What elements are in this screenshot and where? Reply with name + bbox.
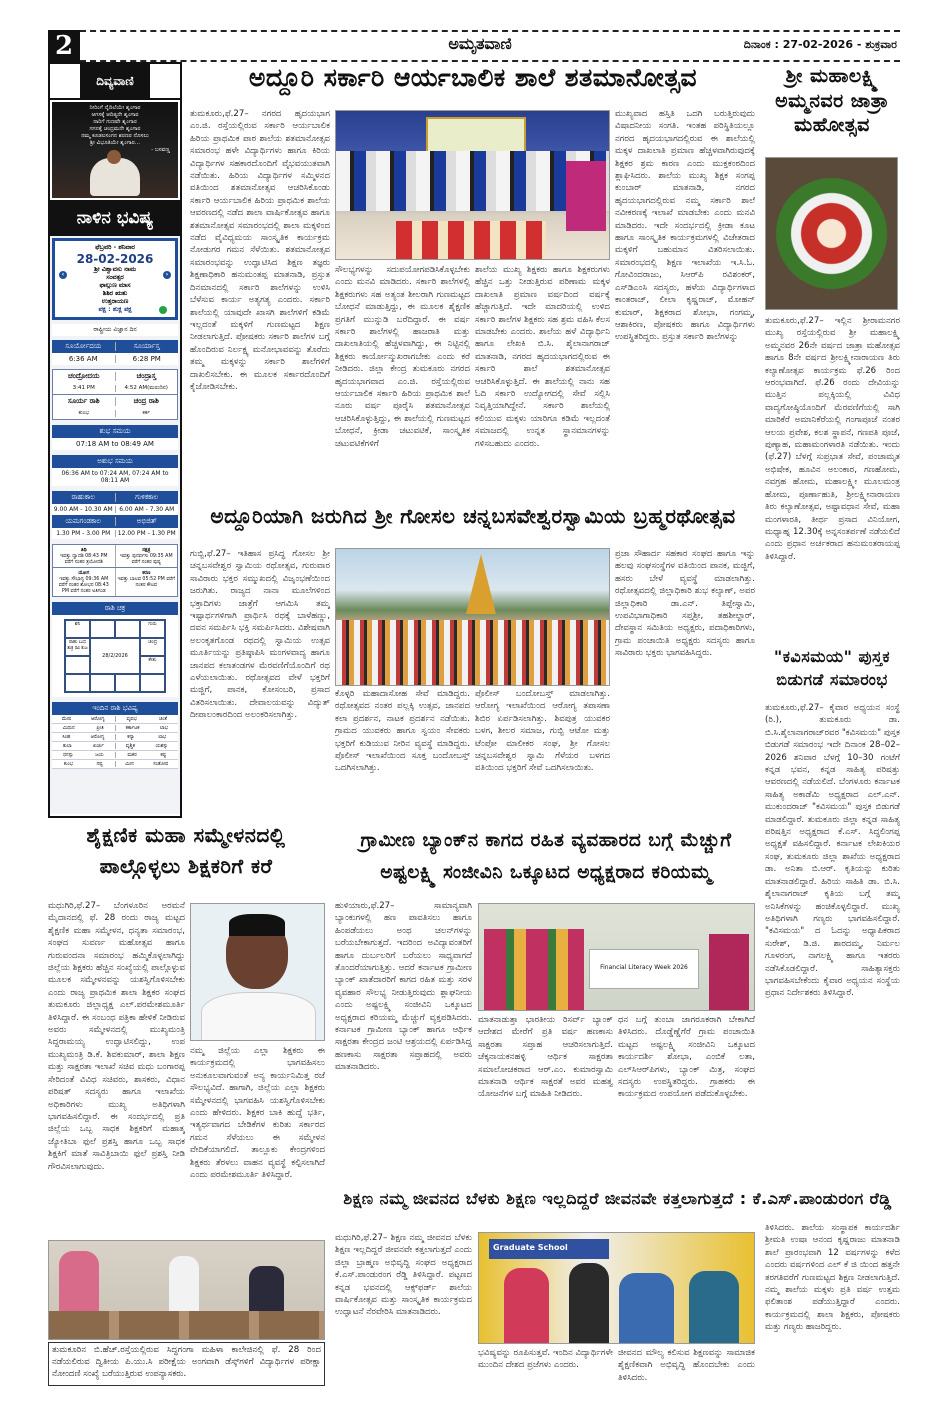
article-headline: "ಕವಿಸಮಯ" ಪುಸ್ತಕ ಬಿಡುಗಡೆ ಸಮಾರಂಭ	[773, 647, 891, 690]
school-anniversary-photo	[478, 1232, 755, 1344]
chakra-cell: ಗುರು	[140, 620, 165, 638]
rashi-cell	[52, 743, 115, 749]
prev-day-icon[interactable]: ‹	[59, 271, 67, 279]
exam-hall-photo	[48, 1240, 325, 1340]
article-headline: ಶಿಕ್ಷಣ ನಮ್ಮ ಜೀವನದ ಬೆಳಕು ಶಿಕ್ಷಣ ಇಲ್ಲದಿದ್ದರೆ ಜೀವನವೇ ಕತ್ತಲಾಗುತ್ತದೆ : ಕೆ.ಎಸ್.ಪಾಂಡುರಂಗ ರೆಡ್ಡಿ	[343, 1189, 892, 1208]
rashi-prediction: ಆರೋಗ್ಯ	[91, 717, 105, 722]
article-text: ಹುಳಿಯಾರು,ಫೆ.27– ಸಾಮಾನ್ಯವಾಗಿ ಬ್ಯಾಂಕುಗಳಲ್ಲಿ ಹಣ ಪಾವತಿಸಲು ಹಾಗೂ ಹಿಂಪಡೆಯಲು ಅಂಥ ಚಲನ್‌ಗಳನ್ನು ಬರೆಯಬೇಕಾಗುತ್ತದೆ. ಇದರಿಂದ ಅವಿದ್ಯಾವಂತರಿಗೆ ಹಾಗೂ ದುರ್ಬಲರಿಗೆ ಬರೆಯಲು ಸಾಧ್ಯವಾಗದೆ ತೊಂದರೆಯಾಗುತ್ತಿತ್ತು. ಆದರೆ ಕರ್ನಾಟಕ ಗ್ರಾಮೀಣ ಬ್ಯಾಂಕ್ ಖಾತೆದಾರರಿಗೆ ಕಾಗದ ರಹಿತ ಮತ್ತು ಸರಳ ವ್ಯವಹಾರ ಸೌಲಭ್ಯ ನೀಡುತ್ತಿರುವುದು ಶ್ಲಾಘನೀಯ ಎಂದು ಅಷ್ಟಲಕ್ಷ್ಮಿ ಸಂಜೀವಿನಿ ಒಕ್ಕೂಟದ ಅಧ್ಯಕ್ಷರಾದ ಕರಿಯಮ್ಮ ಮೆಚ್ಚುಗೆ ವ್ಯಕ್ತಪಡಿಸಿದರು. ಕರ್ನಾಟಕ ಗ್ರಾಮೀಣ ಬ್ಯಾಂಕ್ ಹಾಗೂ ಆರ್ಥಿಕ ಸಾಕ್ಷರತಾ ಕೇಂದ್ರದ ಜಂಟಿ ಆಶ್ರಯದಲ್ಲಿ ಏರ್ಪಡಿಸಿದ್ದ ಹಣಕಾಸು ಸಾಕ್ಷರತಾ ಸಪ್ತಾಹದಲ್ಲಿ ಅವರು ಮಾತನಾಡಿದರು.	[335, 901, 472, 1073]
shirt-image	[201, 992, 316, 1041]
moon-rashi-label: ಚಂದ್ರ ರಾಶಿ	[115, 397, 178, 406]
chariot-festival-photo	[335, 548, 610, 686]
abhijit-label: ಅಭಿಜಿತ್	[115, 517, 179, 526]
quote-line: ನಮ್ಮ ಕೂಡಲಸಂಗನ ಶರಣರ ನೊಸಲು	[81, 133, 149, 139]
desks-image	[49, 1311, 325, 1340]
school-banner: Graduate School	[489, 1239, 609, 1259]
calendar-widget	[50, 236, 180, 814]
moonrise-value: 3:41 PM	[72, 385, 95, 391]
headline-line: ಪಾಲ್ಗೊಳ್ಳಲು ಶಿಕ್ಷಕರಿಗೆ ಕರೆ	[99, 854, 273, 878]
bank-event-photo	[478, 903, 755, 1011]
paper-name: ಅಮೃತವಾಣಿ	[448, 34, 512, 53]
ashubha-value: 06:36 AM to 07:24 AM, 07:24 AM to 08:11 AM	[52, 468, 178, 486]
rashi-forecast-title: ಇಂದಿನ ರಾಶಿ ಭವಿಷ್ಯ	[52, 702, 178, 715]
saint-head-image	[107, 150, 121, 164]
quote-line: ಶ್ರೀ ವಿಭೂತಿಯೇ ಶೃಂಗಾರ...	[89, 140, 141, 146]
rashi-chakra-title: ರಾಶಿ ಚಕ್ರ	[52, 602, 178, 615]
article-headline: ಅದ್ದೂರಿಯಾಗಿ ಜರುಗಿದ ಶ್ರೀ ಗೋಸಲ ಚನ್ನಬಸವೇಶ್ವರಸ್ವಾಮಿಯ ಬ್ರಹ್ಮರಥೋತ್ಸವ	[210, 504, 736, 528]
rashi-row	[52, 760, 178, 769]
moon-table	[52, 369, 178, 420]
nakshatra-label: ನಕ್ಷತ್ರ	[142, 548, 151, 553]
hair-image	[229, 914, 285, 936]
rashi-prediction: ಕಷ್ಟ	[160, 753, 167, 758]
bottom-rule	[80, 60, 900, 62]
audience-image	[484, 929, 584, 1011]
rashi-prediction: ಆರೋಗ್ಯ	[90, 735, 105, 740]
event-banner: Financial Literacy Week 2026	[589, 949, 699, 989]
rashi-sign: ಮೇಷ	[61, 717, 72, 722]
rashi-cell	[115, 743, 179, 749]
yamaganda-value: 1.30 PM - 3.00 PM	[56, 530, 111, 537]
tithi-label: ತಿಥಿ	[80, 548, 87, 553]
chariot-image	[466, 554, 496, 614]
rashi-cell	[52, 734, 115, 740]
rashi-cell	[115, 761, 179, 767]
headline-line: ಅಷ್ಟಲಕ್ಷ್ಮಿ ಸಂಜೀವಿನಿ ಒಕ್ಕೂಟದ ಅಧ್ಯಕ್ಷರಾದ ಕರಿಯಮ್ಮ	[380, 862, 712, 884]
calendar-paksha: ಪಕ್ಷ : ಶುಕ್ಲ ಪಕ್ಷ	[98, 306, 132, 313]
rashi-prediction: ಪ್ರೀತಿ	[96, 726, 104, 731]
rashi-sign: ಕರ್ಕಾಟಕ	[125, 726, 140, 731]
ashubha-label: ಅಶುಭ ಸಮಯ	[52, 455, 178, 468]
rashi-sign: ವೃಷಭ	[126, 717, 137, 722]
rashi-cell	[115, 725, 179, 731]
rashi-cell	[52, 716, 115, 722]
calendar-day: ಫೆಬ್ರವರಿ - ಶನಿವಾರ	[95, 244, 135, 251]
rashi-row	[52, 733, 178, 742]
rashi-sign: ಮಕರ	[127, 753, 137, 758]
portrait-photo	[190, 903, 325, 1041]
rashi-prediction: ಯಶಸ್ಸು	[155, 744, 168, 749]
calendar-line: ಸಂವತ್ಸರ	[106, 274, 124, 281]
article-text: ತಿಳಿಸಿದರು. ಶಾಲೆಯ ಸಂಸ್ಥಾಪಕ ಕಾರ್ಯದರ್ಶಿ ಶ್ರೀಮತಿ ಉಷಾ ಆನಂದ ಕೃಷ್ಣರಾಜು ಮಾತನಾಡಿ ಶಾಲೆ ಪ್ರಾರಂಭವಾಗಿ 12 ವರ್ಷಗಳನ್ನು ಕಳೆದ ಎಂದರು ವರ್ಷಗಳಿಂದ ಎಲ್ ಕೆ ಜಿ ಯಿಂದ ಹತ್ತನೇ ತರಗತಿವರೆಗೆ ಗುಣಮಟ್ಟದ ಶಿಕ್ಷಣ ನೀಡಲಾಗುತ್ತಿದೆ. ನಮ್ಮ ಶಾಲೆಯ ಮಕ್ಕಳು ಪ್ರತಿ ವರ್ಷ ಉತ್ತಮ ಫಲಿತಾಂಶ ಪಡೆಯುತ್ತಿದ್ದಾರೆ ಎಂದರು. ಕಾರ್ಯಕ್ರಮದಲ್ಲಿ ಶಾಲಾ ಶಿಕ್ಷಕರು, ಪೋಷಕರು ಮತ್ತು ಗಣ್ಯರು ಹಾಜರಿದ್ದರು.	[765, 1223, 900, 1333]
chakra-cell: ರಾಹು ಬುಧ ಶುಕ್ರ ರವಿ ಕುಜ	[65, 638, 90, 656]
moonrise-label: ಚಂದ್ರೋದಯ	[68, 372, 100, 380]
article-text: ಶಾಲೆಯ ಮುಖ್ಯ ಶಿಕ್ಷಕರು ಹಾಗೂ ಶಿಕ್ಷಕರುಗಳು ಹೆಚ್ಚಿನ ಒತ್ತು ನೀಡುತ್ತಿರುವ ಪರಿಣಾಮ ಮಕ್ಕಳ ದಾಖಲಾತಿ ಪ್ರಮಾಣ ವರ್ಷದಿಂದ ವರ್ಷಕ್ಕೆ ಹೆಚ್ಚಾಗುತ್ತಿದೆ. ಇದೇ ಮಾದರಿಯಲ್ಲಿ ಉಳಿದ ಸರ್ಕಾರಿ ಶಾಲೆಗಳ ಶಿಕ್ಷಕರು ಸಹ ಶ್ರಮ ವಹಿಸಿ ಕೆಲಸ ಮಾಡಬೇಕು ಎಂದರು. ಶಾಲೆಯ ಹಳೆ ವಿದ್ಯಾರ್ಥಿನಿ ಹಾಗೂ ಲೇಖಕಿ ಬಿ.ಸಿ. ಶೈಲಾನಾಗರಾಜ್ ಮಾತನಾಡಿ, ನಗರದ ಹೃದಯಭಾಗದಲ್ಲಿರುವ ಈ ಸರ್ಕಾರಿ ಶಾಲೆ ಶತಮಾನೋತ್ಸವ ಆಚರಿಸಿಕೊಳ್ಳುತ್ತಿದೆ. ಈ ಶಾಲೆಯಲ್ಲಿ ನಾನು ಸಹ ಓದಿ ಸರ್ಕಾರಿ ಉದ್ಯೋಗದಲ್ಲಿ ಸೇವೆ ಸಲ್ಲಿಸಿ ನಿವೃತ್ತಿಯಾಗಿದ್ದೇನೆ. ಸರ್ಕಾರಿ ಶಾಲೆಯಲ್ಲಿ ಕಲಿಯುವ ಮಕ್ಕಳು ಯಾರಿಗೂ ಕಡಿಮೆ ಇಲ್ಲದಂತೆ ಸಮಾಜದಲ್ಲಿ ಉನ್ನತ ಸ್ಥಾನಮಾನಗಳನ್ನು ಗಳಿಸಬಹುದು ಎಂದರು.	[475, 265, 610, 449]
page-number: 2	[48, 30, 80, 62]
article-headline	[40, 820, 332, 882]
chakra-cell: ಶನಿ	[65, 620, 90, 638]
rashi-sign: ಸಿಂಹ	[62, 735, 71, 740]
yamaganda-label: ಯಮಗಂಡಕಾಲ	[65, 517, 102, 525]
sunset-value: 6:28 PM	[115, 355, 179, 363]
article-text: ನಮ್ಮ ಜಿಲ್ಲೆಯ ಎಲ್ಲಾ ಶಿಕ್ಷಕರು ಈ ಕಾರ್ಯಕ್ರಮದಲ್ಲಿ ಭಾಗವಹಿಸಲು ಅನುಕೂಲವಾಗುವಂತೆ ಅನ್ಯ ಕಾರ್ಯನಿಮಿತ್ತ ರಜೆ ಸೌಲಭ್ಯವಿದೆ. ಹಾಗಾಗಿ, ಜಿಲ್ಲೆಯ ಎಲ್ಲಾ ಶಿಕ್ಷಕರು ಸಮ್ಮೇಳನದಲ್ಲಿ ಭಾಗವಹಿಸಿ ಯಶಸ್ವಿಗೊಳಿಸಬೇಕು ಎಂದು ಹೇಳಿದರು. ಶಿಕ್ಷಕರ ಬಾಕಿ ಹುದ್ದೆ ಭರ್ತಿ, ಇತ್ಯರ್ಥವಾಗದ ಬೇಡಿಕೆಗಳ ಕುರಿತು ಸರ್ಕಾರದ ಗಮನ ಸೆಳೆಯಲು ಈ ಸಮ್ಮೇಳನ ವೇದಿಕೆಯಾಗಲಿದೆ. ತಾಲ್ಲೂಕು ಕೇಂದ್ರಗಳಿಂದ ಶಿಕ್ಷಕರು ತೆರಳಲು ವಾಹನ ವ್ಯವಸ್ಥೆ ಕಲ್ಪಿಸಲಾಗಿದೆ ಎಂದು ಪರಮೇಶಮೂರ್ತಿ ತಿಳಿಸಿದ್ದಾರೆ.	[190, 1046, 325, 1181]
chakra-center-date: 28/2/2026	[90, 638, 140, 674]
article-text: ತುಮಕೂರು,ಫೆ.27– ಇಲ್ಲಿನ ಶ್ರೀರಾಮನಗರ ಮುಖ್ಯ ರಸ್ತೆಯಲ್ಲಿರುವ ಶ್ರೀ ಮಹಾಲಕ್ಷ್ಮಿ ಅಮ್ಮನವರ 26ನೇ ವರ್ಷದ ಜಾತ್ರಾ ಮಹೋತ್ಸವ ಹಾಗೂ 8ನೇ ವರ್ಷದ ಶ್ರೀಲಕ್ಷ್ಮೀನಾರಾಯಣ ತಿರು ಕಲ್ಯಾಣೋತ್ಸವ ಕಾರ್ಯಕ್ರಮ ಫೆ.26 ರಿಂದ ಆರಂಭವಾಗಿದೆ. ಫೆ.26 ರಂದು ದೇವಿಯನ್ನು ಮುತ್ತಿನ ಪಲ್ಲಕ್ಕಿಯಲ್ಲಿ ವಿವಿಧ ವಾದ್ಯಗೋಷ್ಠಿಯೊಂದಿಗೆ ಮೆರವಣಿಗೆಯಲ್ಲಿ ಸಾಗಿ ಮಾರಿಕೆರೆ ಅಮಾನಿಕೆರೆಯಲ್ಲಿ ಗಂಗಾಪೂಜೆ ನಂತರ ಆಲಯ ಪ್ರವೇಶ, ಕಲಶ ಸ್ಥಾಪನೆ, ಗಣಪತಿ ಪೂಜೆ, ಪುಣ್ಯಾಹ, ಮಹಾಮಂಗಳಾರತಿ ನಡೆಯಿತು. ಇಂದು (ಫೆ.27) ಬೆಳಗ್ಗೆ ಸುಪ್ರಭಾತ ಸೇವೆ, ಪಂಚಾಮೃತ ಅಭಿಷೇಕ, ಹೂವಿನ ಅಲಂಕಾರ, ಗಣಹೋಮ, ನವಗ್ರಹ ಹೋಮ, ಮಹಾಲಕ್ಷ್ಮೀ ಮೂಲಮಂತ್ರ ಹೋಮ, ಪೂರ್ಣಾಹುತಿ, ಶ್ರೀಲಕ್ಷ್ಮೀನಾರಾಯಣ ತಿರು ಕಲ್ಯಾಣೋತ್ಸವ, ಅಷ್ಟಾವಧಾನ ಸೇವೆ, ಮಹಾ ಮಂಗಳಾರತಿ, ತೀರ್ಥ ಪ್ರಸಾದ ವಿನಿಯೋಗ, ಮಧ್ಯಾಹ್ನ 12.30ಕ್ಕೆ ಅನ್ನಸಂತರ್ಪಣೆ ನಡೆಯಲಿದೆ ಎಂದು ಪ್ರಧಾನ ಅರ್ಚಕರಾದ ಹನುಮಂತರಾಯಪ್ಪ ತಿಳಿಸಿದ್ದಾರೆ.	[765, 316, 900, 562]
karana-value: ಇವತ್ತು ಬಾಲವ 05:52 PM ವರೆಗೆ ನಂತರ ಕೌಲವ	[117, 577, 175, 588]
article-text: ಜೀವನದ ಮೌಲ್ಯ ಕಲಿಸುವ ಶಿಕ್ಷಣವನ್ನು ಸಾಮಾಜಿಕ ಶೈಕ್ಷಣಿಕವಾಗಿ ಅಭಿವೃದ್ಧಿ ಹೊಂದಬೇಕು ಎಂದು ತಿಳಿಸಿದರು.	[618, 1348, 755, 1383]
rashi-sign: ಧನಸ್ಸು	[62, 753, 74, 758]
next-day-icon[interactable]: ›	[163, 271, 171, 279]
rashi-prediction: ಲಾಭ	[158, 735, 167, 740]
rashi-cell	[115, 752, 179, 758]
rahu-label: ರಾಹುಕಾಲ	[71, 493, 95, 501]
rashi-row	[52, 715, 178, 724]
photo-caption: ತುಮಕೂರಿನ ಬಿ.ಹೆಚ್.ರಸ್ತೆಯಲ್ಲಿರುವ ಸಿದ್ಧಗಂಗಾ ಮಹಿಳಾ ಕಾಲೇಜಿನಲ್ಲಿ ಫೆ. 28 ರಿಂದ ನಡೆಯಲಿರುವ ದ್ವಿತೀಯ ಪಿ.ಯು.ಸಿ ಪರೀಕ್ಷೆಯ ಅಂಗವಾಗಿ ಡೆಸ್ಕ್‌ಗಳಿಗೆ ವಿದ್ಯಾರ್ಥಿಗಳ ಪರೀಕ್ಷಾ ನೋಂದಣಿ ಸಂಖ್ಯೆ ಬರೆಯುತ್ತಿರುವ ಉಪನ್ಯಾಸಕರು.	[48, 1342, 325, 1386]
chakra-cell: ಚಂದ್ರ	[140, 638, 165, 656]
article-text: ತುಮಕೂರು,ಫೆ.27– ನಗರದ ಹೃದಯಭಾಗ ಎಂ.ಜಿ. ರಸ್ತೆಯಲ್ಲಿರುವ ಸರ್ಕಾರಿ ಆರ್ಯಬಾಲಿಕ ಹಿರಿಯ ಪ್ರಾಥಮಿಕ ಪಾಠ ಶಾಲೆಯ ಶತಮಾನೋತ್ಸವ ಸಮಾರಂಭ ಹಳೇ ವಿದ್ಯಾರ್ಥಿಗಳು ಹಾಗೂ ಕಿರಿಯ ವಿದ್ಯಾರ್ಥಿಗಳ ಸಹಕಾರದೊಂದಿಗೆ ವೈಭವಯುತವಾಗಿ ನಡೆಯಿತು. ಹಿರಿಯ ವಿದ್ಯಾರ್ಥಿಗಳ ಸಮ್ಮಿಳನದ ವತಿಯಿಂದ ಶತಮಾನೋತ್ಸವ ಆಚರಿಸಿಕೊಂಡು ಸರ್ಕಾರಿ ಆರ್ಯಬಾಲಿಕ ಹಿರಿಯ ಪ್ರಾಥಮಿಕ ಶಾಲೆಯ ಆವರಣದಲ್ಲಿ ನಡೆದ ಶಾಲಾ ವಾರ್ಷಿಕೋತ್ಸವ ಹಾಗೂ ಶತಮಾನೋತ್ಸವ ಸಮಾರಂಭದಲ್ಲಿ ಶಾಲಾ ಮಕ್ಕಳಿಂದ ನಡೆದ ವೈವಿಧ್ಯಮಯ ಸಾಂಸ್ಕೃತಿಕ ಕಾರ್ಯಕ್ರಮ ನೋಡುಗರ ಗಮನ ಸೆಳೆಯಿತು. ಶತಮಾನೋತ್ಸವ ಸಮಾರಂಭವನ್ನು ಉದ್ಘಾಟಿಸಿದ ಶಿಕ್ಷಣ ತಜ್ಞರು ಶಿಕ್ಷಣಾಧಿಕಾರಿ ಹನುಮಂತಪ್ಪ ಮಾತನಾಡಿ, ಪ್ರಸ್ತುತ ದಿನಮಾನದಲ್ಲಿ ಸರ್ಕಾರಿ ಶಾಲೆಗಳನ್ನು ಉಳಿಸಿ ಬೆಳೆಸುವ ಕಾರ್ಯ ಅತ್ಯಗತ್ಯ ಎಂದರು. ಸರ್ಕಾರಿ ಶಾಲೆಯಲ್ಲಿ ಯಾವುದೇ ಖಾಸಗಿ ಶಾಲೆಗಳಿಗೆ ಕಡಿಮೆ ಇಲ್ಲದಂತೆ ಮಕ್ಕಳಿಗೆ ಗುಣಮಟ್ಟದ ಶಿಕ್ಷಣ ನೀಡಲಾಗುತ್ತಿದೆ. ಪೋಷಕರು ಸರ್ಕಾರಿ ಶಾಲೆಗಳ ಬಗ್ಗೆ ಹೊಂದಿರುವ ನಿರ್ಲಕ್ಷ್ಯ ಮನೋಭಾವವನ್ನು ತೊರೆದು ತಮ್ಮ ಮಕ್ಕಳನ್ನು ಸರ್ಕಾರಿ ಶಾಲೆಗಳಿಗೆ ದಾಖಲಿಸಬೇಕು. ಈ ಮೂಲಕ ಸರ್ಕಾರದೊಂದಿಗೆ ಕೈಜೋಡಿಸಬೇಕು.	[190, 109, 330, 392]
headline-line: ಗ್ರಾಮೀಣ ಬ್ಯಾಂಕ್‌ನ ಕಾಗದ ರಹಿತ ವ್ಯವಹಾರದ ಬಗ್ಗೆ ಮೆಚ್ಚುಗೆ	[360, 830, 732, 851]
article-headline	[335, 825, 757, 890]
rashi-prediction: ನಷ್ಟ	[96, 762, 103, 767]
rashi-cell	[115, 716, 179, 722]
abhijit-value: 12.00 PM - 1.30 PM	[115, 530, 179, 537]
headline-line: ಶೈಕ್ಷಣಿಕ ಮಹಾ ಸಮ್ಮೇಳನದಲ್ಲಿ	[86, 823, 286, 847]
rashi-forecast-list	[52, 715, 178, 769]
rashi-sign: ವೃಶ್ಚಿಕ	[125, 744, 135, 749]
moonset-label: ಚಂದ್ರಾಸ್ತ	[115, 372, 178, 381]
rashi-prediction: ಜಯ	[95, 753, 104, 758]
article-text: ಮುಖ್ಯವಾದ ಹಸ್ತಿತಿ ಒದಗಿ ಬರುತ್ತಿರುವುದು ವಿಷಾದನೀಯ ಸಂಗತಿ. ಇಂತಹ ಪರಿಸ್ಥಿತಿಯಲ್ಲೂ ನಗರದ ಹೃದಯಭಾಗದಲ್ಲಿರುವ ಈ ಶಾಲೆಯಲ್ಲಿ ಮಕ್ಕಳ ದಾಖಲಾತಿ ಪ್ರಮಾಣ ಹೆಚ್ಚಳವಾಗಿರುವುದಕ್ಕೆ ಶಿಕ್ಷಕರ ಶ್ರಮ ಕಾರಣ ಎಂದು ಮುಕ್ತಕಂಠದಿಂದ ಶ್ಲಾಘಿಸಿದರು. ಶಾಲೆಯ ಮುಖ್ಯ ಶಿಕ್ಷಕ ಸಂಗಪ್ಪ ಕುಂಬಾರ್ ಮಾತನಾಡಿ, ನಗರದ ಹೃದಯಭಾಗದಲ್ಲಿರುವ ನಮ್ಮ ಸರ್ಕಾರಿ ಶಾಲೆ ನವೀಕರಣಕ್ಕೆ ಇಲಾಖೆ ಮಾಡಬೇಕು ಎಂದು ಮನವಿ ಮಾಡಿದರು. ಇದೇ ಸಂದರ್ಭದಲ್ಲಿ ಕ್ರೀಡಾ ಕೂಟ ಹಾಗೂ ಸಾಂಸ್ಕೃತಿಕ ಕಾರ್ಯಕ್ರಮಗಳಲ್ಲಿ ವಿಜೇತರಾದ ಮಕ್ಕಳಿಗೆ ಬಹುಮಾನ ವಿತರಿಸಲಾಯಿತು. ಸಮಾರಂಭದಲ್ಲಿ ಶಿಕ್ಷಣ ಇಲಾಖೆಯ ಇ.ಸಿ.ಓ. ಗೋವಿಂದರಾಜು, ಸಿಆರ್‌ಪಿ ರವಿಶಂಕರ್, ಎಸ್‌ಡಿಎಂಸಿ ಸದಸ್ಯರು, ಹಳೆಯ ವಿದ್ಯಾರ್ಥಿಗಳಾದ ಕಾಂತರಾಜ್, ಲೀಲಾ ಕೃಷ್ಣರಾಜ್, ಮೋಹನ್ ಕುಮಾರ್, ಶಿಕ್ಷಕರಾದ ಶೋಭಾ, ಗಂಗಮ್ಮ, ಆಶಾಕಿರಣ, ಪೋಷಕರು ಹಾಗೂ ವಿದ್ಯಾರ್ಥಿಗಳು ಉಪಸ್ಥಿತರಿದ್ದರು. ಪ್ರಸ್ತುತ ಸರ್ಕಾರಿ ಶಾಲೆಗಳನ್ನು	[615, 109, 755, 343]
quote-author: - ಬಸವಣ್ಣ	[151, 147, 170, 153]
calendar-line: ಶಿಶಿರ ಋತು	[102, 290, 128, 297]
rashi-cell	[52, 725, 115, 731]
top-rule	[80, 30, 900, 32]
gulika-value: 6.00 AM - 7.30 AM	[115, 506, 179, 513]
rashi-chakra	[52, 615, 178, 697]
rashi-prediction: ಖರ್ಚು	[93, 744, 104, 749]
rashi-cell	[52, 752, 115, 758]
sidebar	[48, 62, 182, 818]
guest-image	[566, 161, 606, 231]
quote-line: ಆಗಸಕ್ಕೆ ಆದಿತ್ಯನೇ ಶೃಂಗಾರ	[91, 112, 139, 118]
sunset-label: ಸೂರ್ಯಾಸ್ತ	[115, 342, 179, 351]
rashi-row	[52, 724, 178, 733]
article-text: ಸೌಲಭ್ಯಗಳನ್ನು ಸದುಪಯೋಗಪಡಿಸಿಕೊಳ್ಳಬೇಕು ಎಂದು ಮನವಿ ಮಾಡಿದರು. ಸರ್ಕಾರಿ ಶಾಲೆಗಳಲ್ಲಿ ಶಿಕ್ಷಕರುಗಳು ಸಹ ಅತ್ಯಂತ ಶೀಲರಾಗಿ ಗುಣಮಟ್ಟದ ಬೋಧನೆ ಮಾಡುತ್ತಿದ್ದು, ಈ ಮೂಲಕ ಶೈಕ್ಷಣಿಕ ಪ್ರಗತಿಗೆ ಮುನ್ನುಡಿ ಬರೆದಿದ್ದಾರೆ. ಈ ವರ್ಷ ಸರ್ಕಾರಿ ಶಾಲೆಗಳಲ್ಲಿ ಹಾಜರಾತಿ ಮತ್ತು ದಾಖಲಾತಿಯಲ್ಲಿ ಹೆಚ್ಚಳವಾಗಿದ್ದು, ಈ ನಿಟ್ಟಿನಲ್ಲಿ ಶಿಕ್ಷಕರು ಕಾರ್ಯೋನ್ಮುಖರಾಗಬೇಕು ಎಂದು ಕರೆ ನೀಡಿದರು. ಜಿಲ್ಲಾ ಕೇಂದ್ರ ತುಮಕೂರು ನಗರದ ಹೃದಯಭಾಗವಾದ ಎಂ.ಜಿ. ರಸ್ತೆಯಲ್ಲಿರುವ ಆರ್ಯಬಾಲಿಕ ಸರ್ಕಾರಿ ಹಿರಿಯ ಪ್ರಾಥಮಿಕ ಶಾಲೆ ನೂರು ವರ್ಷ ಪೂರೈಸಿ ಶತಮಾನೋತ್ಸವ ಆಚರಿಸಿಕೊಳ್ಳುತ್ತಿದ್ದು, ಈ ಶಾಲೆಯಲ್ಲಿ ಗುಣಮಟ್ಟದ ಬೋಧನೆ, ಕ್ರೀಡಾ ಚಟುವಟಿಕೆ, ಸಾಂಸ್ಕೃತಿಕ ಚಟುವಟಿಕೆಗಳಿಗೆ	[335, 265, 470, 449]
nakshatra-value: ಇವತ್ತು ಪುನರ್ವಸು 09:35 AM ವರೆಗೆ ನಂತರ ಪುಷ್ಯ	[119, 554, 173, 565]
panchanga-table	[52, 544, 178, 597]
day-note: ರಾಷ್ಟ್ರೀಯ ವಿಜ್ಞಾನ ದಿನ	[52, 324, 178, 336]
rashi-cell	[115, 734, 179, 740]
rashi-cell	[52, 761, 115, 767]
rashi-row	[52, 751, 178, 760]
calendar-line: ಫಾಲ್ಗುಣ ಮಾಸ	[99, 282, 131, 289]
rashi-prediction: ಚಿಂತೆ	[158, 717, 167, 722]
article-text: ಧನ ಬಗ್ಗೆ ತುಂಬಾ ಜಾಗರೂಕರಾಗಿ ಬೇಕಾಗಿದೆ ತಿಳಿಸಿದರು. ದೊಡ್ಡೆಣ್ಣೆಗೆರೆ ಗ್ರಾಮ ಪಂಚಾಯಿತಿ ಮಟ್ಟದ ಅಷ್ಟಲಕ್ಷ್ಮಿ ಸಂಜೀವಿನಿ ಒಕ್ಕೂಟದ ಕಾರ್ಯದರ್ಶಿ ಶೋಭಾ, ಎಂಬಿಕೆ ಲತಾ, ಎಲ್‌ಸಿಆರ್‌ಪಿಗಳು, ಬ್ಯಾಂಕ್ ಮಿತ್ರ, ಸಂಘದ ಸದಸ್ಯರು ಉಪಸ್ಥಿತರಿದ್ದರು. ಗ್ರಾಹಕರು ಈ ಕಾರ್ಯಕ್ರಮದ ಉಪಯೋಗ ಪಡೆದುಕೊಳ್ಳಬೇಕು.	[618, 1015, 755, 1100]
article-text: ಪೊಲೀಸ್ ಬಂದೋಬಸ್ತ್ ಮಾಡಲಾಗಿತ್ತು. ಆರೋಗ್ಯ ಇಲಾಖೆಯಿಂದ ಆರೋಗ್ಯ ತಪಾಸಣಾ ಶಿಬಿರ ಏರ್ಪಡಿಸಲಾಗಿತ್ತು. ಶಿವಪುತ್ರ ಯುವಕರ ಬಳಗ, ಶೀಲರ ಸಮಾಜ, ಗುಬ್ಬಿ ಆಟೋ ಮತ್ತು ಟೆಂಪೋ ಮಾಲೀಕರ ಸಂಘ, ಶ್ರೀ ಗೋಸಲ ಚನ್ನಬಸವೇಶ್ವರ ಸ್ವಾಮಿ ಗೆಳೆಯರ ಬಳಗದ ವತಿಯಿಂದ ಭಕ್ತರಿಗೆ ಸೇವೆ ಒದಗಿಸಲಾಯಿತು.	[475, 689, 610, 774]
quote-line: ಗಗನಕ್ಕೆ ಚಂದ್ರಮನೇ ಶೃಂಗಾರ	[89, 126, 141, 132]
tithi-value: ಇವತ್ತು ದ್ವಾದಶಿ 08:43 PM ವರೆಗೆ ನಂತರ ತ್ರಯೋದಶಿ	[60, 554, 108, 565]
calendar-date: 28-02-2026	[76, 252, 154, 266]
forecast-title: ನಾಳಿನ ಭವಿಷ್ಯ	[50, 200, 180, 236]
article-headline: ಶ್ರೀ ಮಹಾಲಕ್ಷ್ಮಿ ಅಮ್ಮನವರ ಜಾತ್ರಾ ಮಹೋತ್ಸವ	[775, 65, 889, 137]
rashi-sign: ಮೀನ	[125, 762, 134, 767]
deity-photo	[765, 157, 898, 310]
rashi-sign: ಕನ್ಯಾ	[127, 735, 135, 740]
guest-image	[619, 1273, 674, 1344]
yoga-value: ಇವತ್ತು ಸೌಭಾಗ್ಯ 09:36 AM ವರೆಗೆ ನಂತರ ಶೋಭನ 08:43 PM ವರೆಗೆ ನಂತರ ಅತಿಗಂಡ	[58, 577, 109, 594]
divyavani-title: ದಿವ್ಯವಾಣಿ	[80, 64, 150, 98]
rahu-value: 9.00 AM - 10.30 AM	[53, 506, 113, 513]
rashi-sign: ಕುಂಭ	[63, 762, 73, 767]
issue-date: ದಿನಾಂಕ : 27-02-2026 - ಶುಕ್ರವಾರ	[743, 38, 897, 51]
guest-image	[689, 1271, 739, 1344]
rashi-sign: ಮಿಥುನ	[62, 726, 75, 731]
speaker-image	[709, 934, 749, 1011]
rashi-row	[52, 742, 178, 751]
karana-label: ಕರಣ	[142, 571, 151, 576]
moonset-value: 4:52 AM(ಮರುದಿನ)	[115, 385, 178, 392]
rashi-sign: ತುಲಾ	[62, 744, 72, 749]
article-headline: ಅದ್ದೂರಿ ಸರ್ಕಾರಿ ಆರ್ಯಬಾಲಿಕ ಶಾಲೆ ಶತಮಾನೋತ್ಸವ	[248, 63, 698, 92]
shubha-value: 07:18 AM to 08:49 AM	[52, 438, 178, 450]
article-text: ಪ್ರಜಾ ಸೌಹಾರ್ದ ಸಹಕಾರ ಸಂಘದ ಹಾಗೂ ಇನ್ನು ಹಲವು ಸಂಘಸಂಸ್ಥೆಗಳ ವತಿಯಿಂದ ಪಾನಕ, ಮಜ್ಜಿಗೆ, ಹಸರು ಬೇಳೆ ವ್ಯವಸ್ಥೆ ಮಾಡಲಾಗಿತ್ತು. ರಥೋತ್ಸವದಲ್ಲಿ ಜಿಲ್ಲಾಧಿಕಾರಿ ಶುಭ ಕಲ್ಯಾಣ್, ಅಪರ ಜಿಲ್ಲಾಧಿಕಾರಿ ಡಾ.ಎನ್. ತಿಪ್ಪೇಸ್ವಾಮಿ, ಉಪವಿಭಾಗಾಧಿಕಾರಿ ಸಪ್ತಶ್ರೀ, ತಹಶೀಲ್ದಾರ್, ದೇವಸ್ಥಾನ ಸಮಿತಿಯ ಅಧ್ಯಕ್ಷರು, ಪದಾಧಿಕಾರಿಗಳು, ಗ್ರಾಮ ಪಂಚಾಯಿತಿ ಅಧ್ಯಕ್ಷರು ಸದಸ್ಯರು ಹಾಗೂ ಸಾವಿರಾರು ಭಕ್ತರು ಭಾಗವಹಿಸಿದ್ದರು.	[615, 549, 755, 659]
article-text: ಕೊಳ್ಳರಿ ಮಹಾದಾಸೋಹ ಸೇವೆ ಮಾಡಿದ್ದರು. ರಥೋತ್ಸವದ ನಂತರ ಪಲ್ಲಕ್ಕಿ ಉತ್ಸವ, ಜಾನಪದ ಕಲಾ ಪ್ರದರ್ಶನ, ನಾಟಕ ಪ್ರದರ್ಶನ ನಡೆಯಿತು. ಗ್ರಾಮದ ಯುವಕರು ಹಾಗೂ ಸ್ವಯಂ ಸೇವಕರು ಭಕ್ತರಿಗೆ ಕುಡಿಯುವ ನೀರಿನ ವ್ಯವಸ್ಥೆ ಮಾಡಿದ್ದರು. ಪೊಲೀಸ್ ಇಲಾಖೆಯಿಂದ ಸೂಕ್ತ ಬಂದೋಬಸ್ತ್ ಒದಗಿಸಲಾಗಿತ್ತು.	[335, 689, 470, 774]
whatsapp-icon[interactable]	[159, 306, 167, 314]
guest-image	[504, 1268, 549, 1344]
article-text: ಮಧುಗಿರಿ,ಫೆ.27– ಬೆಂಗಳೂರಿನ ಅರಮನೆ ಮೈದಾನದಲ್ಲಿ ಫೆ. 28 ರಂದು ರಾಜ್ಯ ಮಟ್ಟದ ಶೈಕ್ಷಣಿಕ ಮಹಾ ಸಮ್ಮೇಳನ, ಧನ್ಯತಾ ಸಮಾರಂಭ, ಸಂಘದ ಸುವರ್ಣ ಮಹೋತ್ಸವ ಹಾಗೂ ಗುರುವಂದನಾ ಸಮಾರಂಭ ಹಮ್ಮಿಕೊಳ್ಳಲಾಗಿದ್ದು ಜಿಲ್ಲೆಯ ಶಿಕ್ಷಕರು ಹೆಚ್ಚಿನ ಸಂಖ್ಯೆಯಲ್ಲಿ ಪಾಲ್ಗೊಳ್ಳುವ ಮೂಲಕ ಸಮ್ಮೇಳನವನ್ನು ಯಶಸ್ವಿಗೊಳಿಸಬೇಕು ಎಂದು ರಾಜ್ಯ ಪ್ರಾಥಮಿಕ ಶಾಲಾ ಶಿಕ್ಷಕರ ಸಂಘದ ತುಮಕೂರು ಜಿಲ್ಲಾಧ್ಯಕ್ಷ ಎಲ್.ಪರಮೇಶಮೂರ್ತಿ ತಿಳಿಸಿದ್ದಾರೆ. ಈ ಸಂಬಂಧ ಪತ್ರಿಕಾ ಹೇಳಿಕೆ ನೀಡಿರುವ ಅವರು ಸಮ್ಮೇಳನದಲ್ಲಿ ಮುಖ್ಯಮಂತ್ರಿ ಸಿದ್ದರಾಮಯ್ಯ ಉದ್ಘಾಟಿಸಲಿದ್ದು, ಉಪ ಮುಖ್ಯಮಂತ್ರಿ ಡಿ.ಕೆ. ಶಿವಕುಮಾರ್, ಶಾಲಾ ಶಿಕ್ಷಣ ಮತ್ತು ಸಾಕ್ಷರತಾ ಇಲಾಖೆ ಸಚಿವ ಮಧು ಬಂಗಾರಪ್ಪ ಸೇರಿದಂತೆ ವಿವಿಧ ಸಚಿವರು, ಶಾಸಕರು, ವಿಧಾನ ಪರಿಷತ್ ಸದಸ್ಯರು ಹಾಗೂ ಇಲಾಖೆಯ ಅಧಿಕಾರಿಗಳು ಮುಖ್ಯ ಅತಿಥಿಗಳಾಗಿ ಭಾಗವಹಿಸಲಿದ್ದಾರೆ. ಈ ಸಂದರ್ಭದಲ್ಲಿ ಪ್ರತಿ ಜಿಲ್ಲೆಯ ಒಬ್ಬ ಸಾಧಕ ಶಿಕ್ಷಕರಿಗೆ ಮಹಾತ್ಮ ಜ್ಯೋತಿಬಾ ಫುಲೆ ಪ್ರಶಸ್ತಿ ಹಾಗೂ ಒಬ್ಬ ಸಾಧಕ ಶಿಕ್ಷಕಿಗೆ ಮಾತೆ ಸಾವಿತ್ರಿಬಾಯಿ ಫುಲೆ ಪ್ರಶಸ್ತಿ ನೀಡಿ ಗೌರವಿಸಲಾಗುವುದು.	[48, 901, 185, 1172]
sun-rashi-label: ಸೂರ್ಯ ರಾಶಿ	[67, 397, 100, 405]
event-banner-image	[426, 117, 526, 153]
sunrise-value: 6:36 AM	[68, 355, 98, 363]
quote-line: ನೀರಿಂಗೆ ನೈದಿಲೆಯೇ ಶೃಂಗಾರ	[89, 105, 141, 111]
quote-card	[52, 102, 178, 198]
article-text: ಮಾತನಾಡುತ್ತಾ ಭಾರತೀಯ ರಿಸರ್ವ್ ಬ್ಯಾಂಕ್ ಆದೇಶದ ಮೇರೆಗೆ ಪ್ರತಿ ವರ್ಷ ಹಣಕಾಸು ಸಾಕ್ಷರತಾ ಸಪ್ತಾಹ ಆಚರಿಸಲಾಗುತ್ತಿದೆ. ಚೆಕ್ಕನಾಯಕನಹಳ್ಳಿ ಆರ್ಥಿಕ ಸಾಕ್ಷರತಾ ಸಮಾಲೋಚಕರಾದ ಆರ್.ಎಂ. ಕುಮಾರಸ್ವಾಮಿ ಮಾತನಾಡಿ ಆರ್ಥಿಕ ಸಾಕ್ಷರತೆ ಅವರ ಮಹತ್ವ ಯೋಜನೆಗಳ ಬಗ್ಗೆ ಮಾಹಿತಿ ನೀಡಿದರು.	[478, 1015, 613, 1100]
article-text: ಭವಿಷ್ಯವನ್ನು ರೂಪಿಸುತ್ತವೆ. ಇಂದಿನ ವಿದ್ಯಾರ್ಥಿಗಳೇ ಮುಂದಿನ ದೇಶದ ಪ್ರಜೆಗಳು ಎಂದರು.	[478, 1348, 613, 1371]
calendar-line: ಉತ್ತರಾಯಣ	[101, 298, 129, 305]
crowd-image	[336, 620, 610, 685]
sun-rashi-value: ಕುಂಭ	[78, 410, 89, 416]
sunrise-label: ಸೂರ್ಯೋದಯ	[65, 342, 102, 350]
calendar-line: ಶ್ರೀ ವಿಶ್ವಾವಸು ನಾಮ	[94, 266, 136, 273]
gulika-label: ಗುಳಿಕಕಾಲ	[115, 493, 179, 502]
guest-image	[569, 1263, 609, 1344]
rashi-prediction: ಲಾಭ	[159, 726, 168, 731]
yoga-label: ಯೋಗ	[78, 571, 90, 576]
shubha-label: ಶುಭ ಸಮಯ	[52, 425, 178, 438]
article-text: ತುಮಕೂರು,ಫೆ.27– ಕೈವಾರ ಅಧ್ಯಯನ ಸಂಸ್ಥೆ (ರಿ.), ತುಮಕೂರು ಡಾ. ಬಿ.ಸಿ.ಶೈಲಾನಾಗರಾಜ್‌ರವರ "ಕವಿಸಮಯ" ಪುಸ್ತಕ ಬಿಡುಗಡೆ ಸಮಾರಂಭ ಇದೇ ದಿನಾಂಕ 28–02–2026 ಶನಿವಾರ ಬೆಳಗ್ಗೆ 10–30 ಗಂಟೆಗೆ ಕನ್ನಡ ಭವನ, ಕನ್ನಡ ಸಾಹಿತ್ಯ ಪರಿಷತ್ತು ಆವರಣದಲ್ಲಿ ನಡೆಯಲಿದೆ. ಬೆಂಗಳೂರು ಕರ್ನಾಟಕ ಸಾಹಿತ್ಯ ಅಕಾಡೆಮಿ ಅಧ್ಯಕ್ಷರಾದ ಎಲ್.ಎನ್. ಮುಕುಂದರಾಜ್ "ಕವಿಸಮಯ" ಪುಸ್ತಕ ಬಿಡುಗಡೆ ಮಾಡಲಿದ್ದಾರೆ. ತುಮಕೂರು ಜಿಲ್ಲಾ ಕನ್ನಡ ಸಾಹಿತ್ಯ ಪರಿಷತ್ತಿನ ಅಧ್ಯಕ್ಷರಾದ ಕೆ.ಎಸ್. ಸಿದ್ಧಲಿಂಗಪ್ಪ ಅಧ್ಯಕ್ಷತೆ ವಹಿಸಲಿದ್ದಾರೆ. ಕರ್ನಾಟಕ ಲೇಖಕಿಯರ ಸಂಘ, ತುಮಕೂರು ಜಿಲ್ಲಾ ಶಾಖೆಯ ಅಧ್ಯಕ್ಷರಾದ ಡಾ. ಅನಿತಾ ಬಿ.ಆರ್. ಕೃತಿಯನ್ನು ಕುರಿತು ಮಾತನಾಡಲಿದ್ದಾರೆ. ಹಿರಿಯ ಸಾಹಿತಿ ಡಾ. ಬಿ.ಸಿ. ಶೈಲಾನಾಗರಾಜ್ ಕೃತಿಯ ಬಗ್ಗೆ ತಮ್ಮ ಅನಿಸಿಕೆಗಳನ್ನು ಹಂಚಿಕೊಳ್ಳಲಿದ್ದಾರೆ. ಮುಖ್ಯ ಅತಿಥಿಗಳಾಗಿ ಗಣ್ಯರು ಭಾಗವಹಿಸಲಿದ್ದಾರೆ. "ಕವಿಸಮಯ" ದ ಓದನ್ನು ಅಧ್ಯಾಪಿಕರಾದ ಸುರೇಶ್, ಡಿ.ಜಿ. ಶಾರದಮ್ಮ, ನಿರ್ಮಲ ಗೂಳರಂಗ, ನಾಗಲಕ್ಷ್ಮಿ ಹಾಗೂ ಇತರರು ನಡೆಸಿಕೊಡಲಿದ್ದಾರೆ. ಸಾಹಿತ್ಯಾಸಕ್ತರು ಭಾಗವಹಿಸಬೇಕೆಂದು ಕೈವಾರ ಅಧ್ಯಯನ ಸಂಸ್ಥೆಯ ಪ್ರಧಾನ ನಿರ್ದೇಶಕರು ತಿಳಿಸಿದ್ದಾರೆ.	[765, 703, 900, 999]
rashi-prediction: ಸಂತೋಷ	[153, 762, 169, 767]
quote-line: ನಾರಿಗೆ ಗುಣವೇ ಶೃಂಗಾರ	[93, 119, 137, 125]
article-text: ಮಧುಗಿರಿ,ಫೆ.27– ಶಿಕ್ಷಣ ನಮ್ಮ ಜೀವನದ ಬೆಳಕು ಶಿಕ್ಷಣ ಇಲ್ಲದಿದ್ದರೆ ಜೀವನವೇ ಕತ್ತಲಾಗುತ್ತದೆ ಎಂದು ಜಿಲ್ಲಾ ಬ್ರಾಹ್ಮಣ ಅಭಿವೃದ್ಧಿ ಸಂಘದ ಅಧ್ಯಕ್ಷರಾದ ಕೆ.ಎಸ್.ಪಾಂಡುರಂಗ ರೆಡ್ಡಿ ತಿಳಿಸಿದ್ದಾರೆ. ಪಟ್ಟಣದ ಕನ್ನಡ ಭವನದಲ್ಲಿ ಆಕ್ಸ್‌ಫರ್ಡ್ ಶಾಲೆಯ ವಾರ್ಷಿಕೋತ್ಸವ ಮತ್ತು ಸಾಂಸ್ಕೃತಿಕ ಕಾರ್ಯಕ್ರಮದ ಉದ್ಘಾಟನೆ ನೆರವೇರಿಸಿ ಮಾತನಾಡಿದರು.	[335, 1233, 472, 1318]
school-event-photo	[335, 110, 610, 260]
article-text: ಗುಬ್ಬಿ,ಫೆ.27– ಇತಿಹಾಸ ಪ್ರಸಿದ್ಧ ಗೋಸಲ ಶ್ರೀ ಚನ್ನಬಸವೇಶ್ವರ ಸ್ವಾಮಿಯ ರಥೋತ್ಸವ, ಗುರುವಾರ ಸಾವಿರಾರು ಭಕ್ತರ ಸಮ್ಮುಖದಲ್ಲಿ ವಿಜೃಂಭಣೆಯಿಂದ ಜರುಗಿತು. ರಾಜ್ಯದ ನಾನಾ ಮೂಲೆಗಳಿಂದ ಭಕ್ತಾದಿಗಳು ಜಾತ್ರೆಗೆ ಆಗಮಿಸಿ ತಮ್ಮ ಇಷ್ಟಾರ್ಥಗಳಿಗಾಗಿ ಪ್ರಾರ್ಥಿಸಿ ರಥಕ್ಕೆ ಬಾಳೆಹಣ್ಣು, ದವನ ಸಮರ್ಪಿಸಿ ಭಕ್ತಿ ಸಮರ್ಪಿಸಿದರು. ವಿಶೇಷವಾಗಿ ಅಲಂಕೃತಗೊಂಡ ರಥದಲ್ಲಿ ಸ್ವಾಮಿಯ ಉತ್ಸವ ಮೂರ್ತಿಯನ್ನು ಪ್ರತಿಷ್ಠಾಪಿಸಿ ಮಂಗಳವಾದ್ಯ ಹಾಗೂ ಜಾನಪದ ಕಲಾತಂಡಗಳ ಮೆರವಣಿಗೆಯೊಂದಿಗೆ ರಥ ಎಳೆಯಲಾಯಿತು. ರಥೋತ್ಸವದ ವೇಳೆ ಭಕ್ತರಿಗೆ ಮಜ್ಜಿಗೆ, ಪಾನಕ, ಕೋಸಂಬರಿ, ಪ್ರಸಾದ ವಿತರಿಸಲಾಯಿತು. ದೇವಾಲಯವನ್ನು ವಿದ್ಯುತ್ ದೀಪಾಲಂಕಾರದಿಂದ ಅಲಂಕರಿಸಲಾಗಿತ್ತು.	[190, 549, 330, 721]
chakra-cell: ಕೇತು	[140, 656, 165, 674]
students-image	[396, 221, 546, 260]
moon-rashi-value: ಕರ್ಕ	[115, 410, 178, 417]
